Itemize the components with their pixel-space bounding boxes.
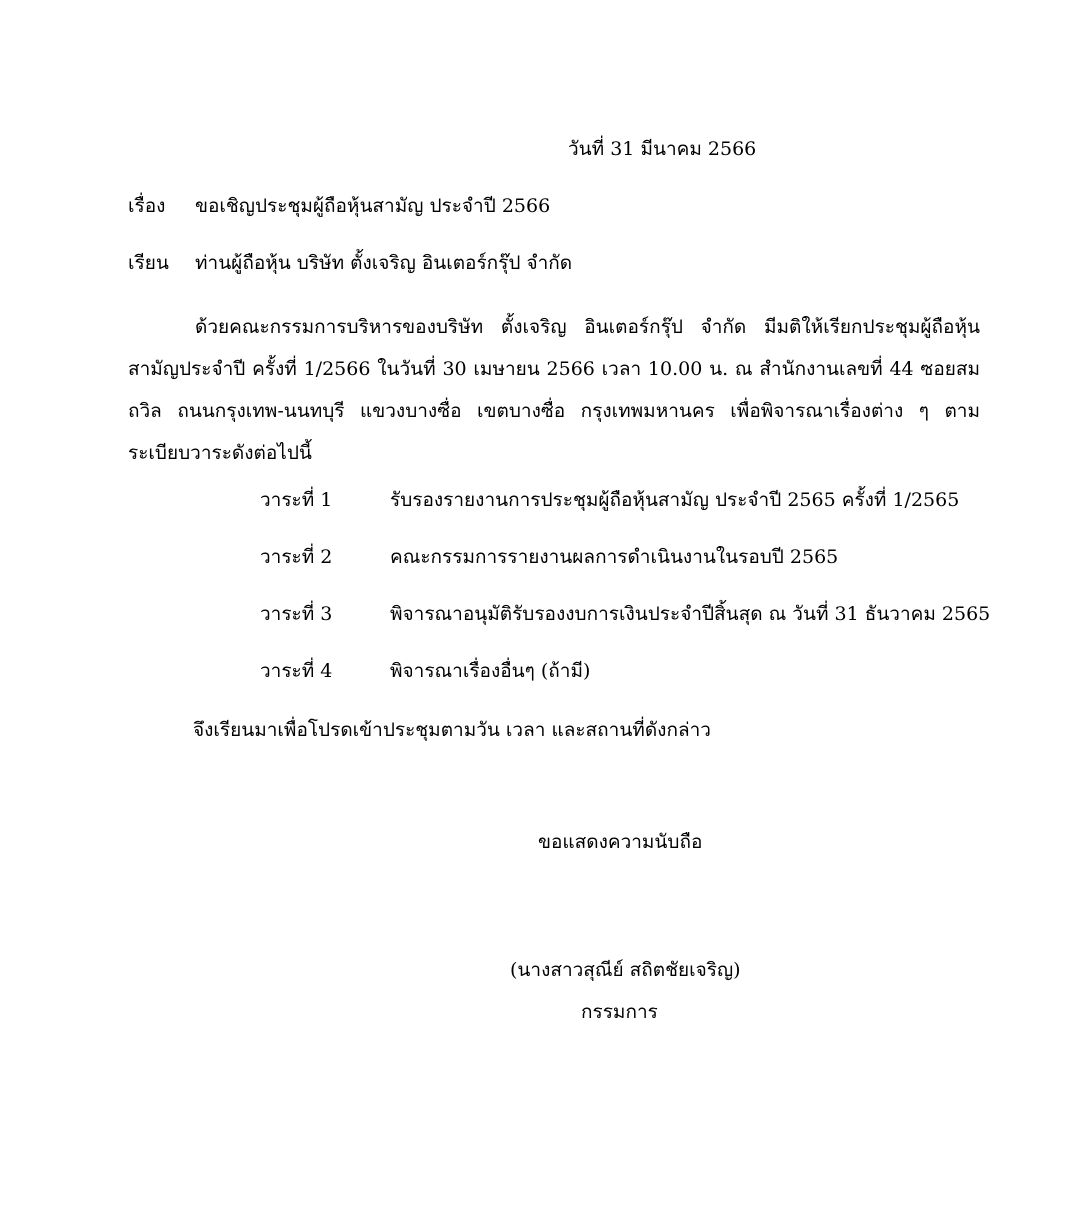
agenda-text: รับรองรายงานการประชุมผู้ถือหุ้นสามัญ ประจำปี 2565 ครั้งที่ 1/2565 xyxy=(390,489,960,511)
signer-name: (นางสาวสุณีย์ สถิตชัยเจริญ) xyxy=(510,959,741,981)
agenda-text: พิจารณาอนุมัติรับรองงบการเงินประจำปีสิ้นสุด ณ วันที่ 31 ธันวาคม 2565 xyxy=(390,603,991,625)
recipient-text: ท่านผู้ถือหุ้น บริษัท ตั้งเจริญ อินเตอร์กรุ๊ป จำกัด xyxy=(195,252,573,274)
subject-label: เรื่อง xyxy=(128,195,166,217)
recipient-label: เรียน xyxy=(128,252,169,274)
agenda-text: คณะกรรมการรายงานผลการดำเนินงานในรอบปี 2565 xyxy=(390,546,839,568)
signer-title: กรรมการ xyxy=(581,1001,658,1023)
agenda-text: พิจารณาเรื่องอื่นๆ (ถ้ามี) xyxy=(390,660,591,682)
agenda-number: วาระที่ 1 xyxy=(260,489,333,511)
subject-text: ขอเชิญประชุมผู้ถือหุ้นสามัญ ประจำปี 2566 xyxy=(195,195,551,217)
agenda-number: วาระที่ 3 xyxy=(260,603,333,625)
letter-date: วันที่ 31 มีนาคม 2566 xyxy=(568,138,757,160)
agenda-number: วาระที่ 2 xyxy=(260,546,333,568)
regards-text: ขอแสดงความนับถือ xyxy=(538,831,703,853)
closing-text: จึงเรียนมาเพื่อโปรดเข้าประชุมตามวัน เวลา และสถานที่ดังกล่าว xyxy=(193,719,711,741)
body-paragraph: ด้วยคณะกรรมการบริหารของบริษัท ตั้งเจริญ อินเตอร์กรุ๊ป จำกัด มีมติให้เรียกประชุมผู้ถือหุ้นสามัญประจำปี ครั้งที่ 1/2566 ในวันที่ 30 เมษายน 2566 เวลา 10.00 น. ณ สำนักงานเลขที่ 44 ซอยสมถวิล ถนนกรุงเทพ-นนทบุรี แขวงบางซื่อ เขตบางซื่อ กรุงเทพมหานคร เพื่อพิจารณาเรื่องต่าง ๆ ตามระเบียบวาระดังต่อไปนี้ xyxy=(128,316,980,464)
agenda-number: วาระที่ 4 xyxy=(260,660,333,682)
